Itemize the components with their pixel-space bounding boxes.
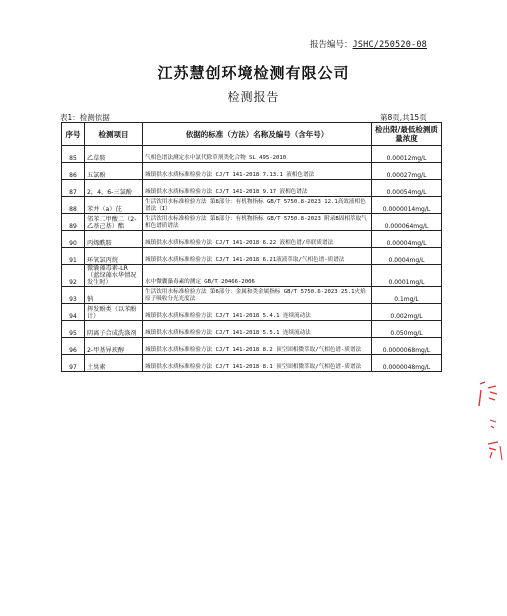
row-item: 环氧氯丙烷 xyxy=(85,248,143,265)
row-limit: 0.0004mg/L xyxy=(372,248,442,265)
document-title: 检测报告 xyxy=(227,90,280,104)
table-row xyxy=(62,248,442,265)
row-standard: 生活饮用水标准检验方法 第8部分：有机物指标 GB/T 5750.8-2023 12.1高效液相色谱法（I） xyxy=(143,197,372,214)
row-number: 92 xyxy=(62,265,85,287)
row-item: 丙烯酰胺 xyxy=(85,231,143,248)
row-number: 87 xyxy=(62,180,85,197)
row-limit: 0.00027mg/L xyxy=(372,163,442,180)
row-item: 2，4，6-三氯酚 xyxy=(85,180,143,197)
row-standard: 城镇供水水质标准检验方法 CJ/T 141-2018 6.21液液萃取/气相色谱-质谱法 xyxy=(143,248,372,265)
row-standard: 水中微囊藻毒素的测定 GB/T 20466-2006 xyxy=(143,265,372,287)
row-standard: 城镇供水水质标准检验方法 CJ/T 141-2018 7.13.1 液相色谱法 xyxy=(143,163,372,180)
row-limit: 0.000064mg/L xyxy=(372,214,442,231)
row-standard: 城镇供水水质标准检验方法 CJ/T 141-2018 9.17 液相色谱法 xyxy=(143,180,372,197)
row-limit: 0.00004mg/L xyxy=(372,231,442,248)
report-number xyxy=(310,38,427,50)
row-limit: 0.0001mg/L xyxy=(372,265,442,287)
row-item: 邻苯二甲酸二（2-乙基己基）酯 xyxy=(85,214,143,231)
basis-table xyxy=(61,122,442,372)
row-limit: 0.0000068mg/L xyxy=(372,338,442,355)
row-standard: 城镇供水水质标准检验方法 CJ/T 141-2018 6.22 液相色谱/串联质谱法 xyxy=(143,231,372,248)
table-row xyxy=(62,197,442,214)
page-info: 第8页,共15页 xyxy=(380,113,427,122)
row-item: 乙草胺 xyxy=(85,146,143,163)
row-number: 86 xyxy=(62,163,85,180)
table-row xyxy=(62,231,442,248)
table-row xyxy=(62,163,442,180)
table-header-row xyxy=(62,123,442,146)
row-number: 94 xyxy=(62,304,85,321)
row-limit: 0.00054mg/L xyxy=(372,180,442,197)
col-header-limit: 检出限/最低检测质量浓度 xyxy=(372,123,442,146)
row-standard: 城镇供水水质标准检验方法 CJ/T 141-2018 8.1 顶空固相微萃取/气相色谱-质谱法 xyxy=(143,355,372,372)
row-number: 93 xyxy=(62,287,85,304)
table-row xyxy=(62,180,442,197)
table-row xyxy=(62,304,442,321)
row-item: 土臭素 xyxy=(85,355,143,372)
row-item: 微囊藻毒素-LR（蓝绿藻水华情况发生时） xyxy=(85,265,143,287)
table-row xyxy=(62,146,442,163)
row-item: 阴离子合成洗涤剂 xyxy=(85,321,143,338)
table-body xyxy=(62,146,442,372)
row-item: 挥发酚类（以苯酚计） xyxy=(85,304,143,321)
table-row xyxy=(62,321,442,338)
table-row xyxy=(62,265,442,287)
row-number: 91 xyxy=(62,248,85,265)
table-row xyxy=(62,355,442,372)
row-standard: 生活饮用水标准检验方法 第6部分：金属和类金属指标 GB/T 5750.6-2023 25.1火焰原子吸收分光光度法 xyxy=(143,287,372,304)
report-number-label: 报告编号： xyxy=(310,40,353,50)
row-standard: 城镇供水水质标准检验方法 CJ/T 141-2018 5.5.1 连续流动法 xyxy=(143,321,372,338)
row-limit: 0.1mg/L xyxy=(372,287,442,304)
table-row xyxy=(62,214,442,231)
row-limit: 0.0000014mg/L xyxy=(372,197,442,214)
row-limit: 0.0000048mg/L xyxy=(372,355,442,372)
row-number: 89 xyxy=(62,214,85,231)
row-limit: 0.002mg/L xyxy=(372,304,442,321)
row-standard: 气相色谱法测定水中氯代除草剂类化合物 SL 495-2010 xyxy=(143,146,372,163)
row-item: 钠 xyxy=(85,287,143,304)
row-standard: 生活饮用水标准检验方法 第8部分：有机物指标 GB/T 5750.8-2023 附录B固相萃取气相色谱质谱法 xyxy=(143,214,372,231)
row-number: 90 xyxy=(62,231,85,248)
row-item: 五氯酚 xyxy=(85,163,143,180)
report-number-value: JSHC/250520-08 xyxy=(352,40,427,50)
col-header-no: 序号 xyxy=(62,123,85,146)
row-item: 苯并（a）芘 xyxy=(85,197,143,214)
row-number: 85 xyxy=(62,146,85,163)
row-standard: 城镇供水水质标准检验方法 CJ/T 141-2018 8.2 顶空固相微萃取/气相色谱-质谱法 xyxy=(143,338,372,355)
row-number: 95 xyxy=(62,321,85,338)
row-number: 97 xyxy=(62,355,85,372)
row-standard: 城镇供水水质标准检验方法 CJ/T 141-2018 5.4.1 连续流动法 xyxy=(143,304,372,321)
row-limit: 0.050mg/L xyxy=(372,321,442,338)
col-header-standard: 依据的标准（方法）名称及编号（含年号） xyxy=(143,123,372,146)
company-name: 江苏慧创环境检测有限公司 xyxy=(157,64,350,82)
red-seal-stamp xyxy=(476,376,504,466)
row-item: 2-甲基异莰醇 xyxy=(85,338,143,355)
table-row xyxy=(62,338,442,355)
table-row xyxy=(62,287,442,304)
row-number: 96 xyxy=(62,338,85,355)
row-limit: 0.00012mg/L xyxy=(372,146,442,163)
col-header-item: 检测项目 xyxy=(85,123,143,146)
table-label: 表1：检测依据 xyxy=(60,113,110,122)
row-number: 88 xyxy=(62,197,85,214)
